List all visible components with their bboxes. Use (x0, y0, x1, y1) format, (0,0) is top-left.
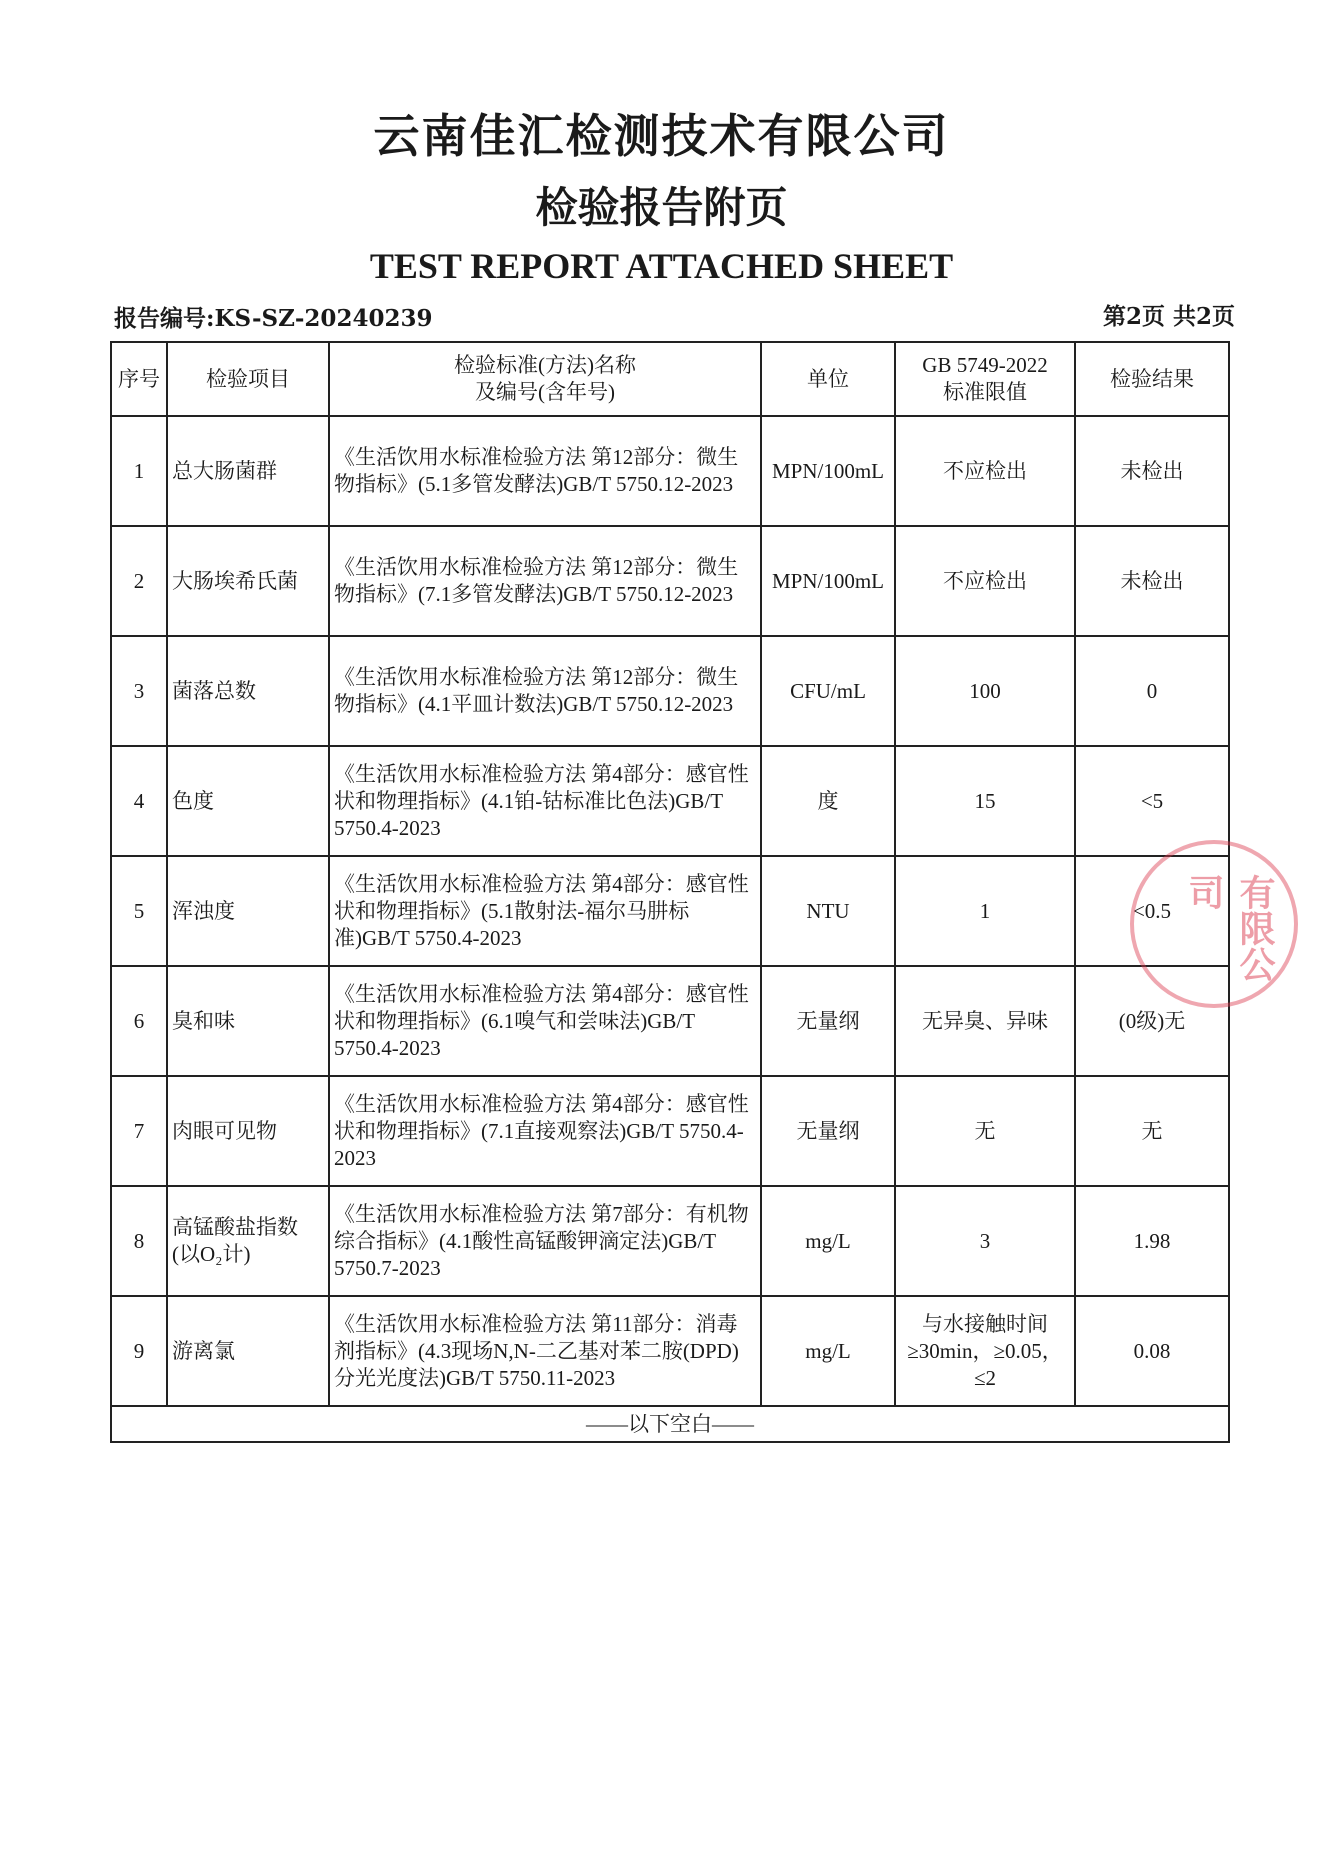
cell-result: 无 (1075, 1076, 1229, 1186)
header-seq: 序号 (111, 342, 167, 416)
blank-below-note: ——以下空白—— (111, 1406, 1229, 1442)
header-standard-line2: 及编号(含年号) (475, 380, 615, 404)
report-number-value: KS-SZ-20240239 (214, 305, 433, 332)
table-footer-row (111, 1406, 1229, 1442)
cell-limit: 无 (895, 1076, 1075, 1186)
cell-unit: MPN/100mL (761, 526, 895, 636)
header-limit (895, 342, 1075, 416)
cell-seq: 6 (111, 966, 167, 1076)
cell-result: <5 (1075, 746, 1229, 856)
cell-item: 总大肠菌群 (167, 416, 329, 526)
table-header-row (111, 342, 1229, 416)
cell-seq: 3 (111, 636, 167, 746)
cell-result: 未检出 (1075, 416, 1229, 526)
cell-unit: NTU (761, 856, 895, 966)
report-subtitle: 检验报告附页 (535, 183, 788, 232)
cell-result: 1.98 (1075, 1186, 1229, 1296)
cell-standard: 《生活饮用水标准检验方法 第12部分：微生物指标》(4.1平皿计数法)GB/T 5750.12-2023 (329, 636, 761, 746)
cell-item: 大肠埃希氏菌 (167, 526, 329, 636)
header-limit-line1: GB 5749-2022 (922, 353, 1048, 377)
cell-result: <0.5 (1075, 856, 1229, 966)
cell-unit: MPN/100mL (761, 416, 895, 526)
cell-item: 高锰酸盐指数(以O₂计) (167, 1186, 329, 1296)
cell-standard: 《生活饮用水标准检验方法 第4部分：感官性状和物理指标》(6.1嗅气和尝味法)GB/T 5750.4-2023 (329, 966, 761, 1076)
cell-item: 菌落总数 (167, 636, 329, 746)
table-row (111, 966, 1229, 1076)
table-row (111, 526, 1229, 636)
results-table (110, 341, 1230, 1443)
cell-limit: 1 (895, 856, 1075, 966)
header-item: 检验项目 (167, 342, 329, 416)
cell-seq: 9 (111, 1296, 167, 1406)
cell-standard: 《生活饮用水标准检验方法 第12部分：微生物指标》(5.1多管发酵法)GB/T 5750.12-2023 (329, 416, 761, 526)
cell-standard: 《生活饮用水标准检验方法 第12部分：微生物指标》(7.1多管发酵法)GB/T 5750.12-2023 (329, 526, 761, 636)
cell-limit: 不应检出 (895, 526, 1075, 636)
cell-unit: 无量纲 (761, 966, 895, 1076)
cell-unit: mg/L (761, 1186, 895, 1296)
cell-result: 未检出 (1075, 526, 1229, 636)
table-row (111, 1296, 1229, 1406)
table-row (111, 636, 1229, 746)
cell-limit: 3 (895, 1186, 1075, 1296)
cell-seq: 1 (111, 416, 167, 526)
cell-standard: 《生活饮用水标准检验方法 第7部分：有机物综合指标》(4.1酸性高锰酸钾滴定法)GB/T 5750.7-2023 (329, 1186, 761, 1296)
cell-item: 肉眼可见物 (167, 1076, 329, 1186)
page-info: 第2页 共2页 (1102, 303, 1235, 330)
cell-item: 臭和味 (167, 966, 329, 1076)
cell-item: 色度 (167, 746, 329, 856)
cell-unit: mg/L (761, 1296, 895, 1406)
cell-unit: 无量纲 (761, 1076, 895, 1186)
table-row (111, 856, 1229, 966)
seal-text: 有限公司 (1183, 874, 1275, 982)
cell-seq: 2 (111, 526, 167, 636)
cell-limit: 100 (895, 636, 1075, 746)
cell-unit: 度 (761, 746, 895, 856)
cell-seq: 4 (111, 746, 167, 856)
cell-limit: 无异臭、异味 (895, 966, 1075, 1076)
header-limit-line2: 标准限值 (943, 380, 1027, 404)
cell-limit: 15 (895, 746, 1075, 856)
cell-unit: CFU/mL (761, 636, 895, 746)
cell-standard: 《生活饮用水标准检验方法 第11部分：消毒剂指标》(4.3现场N,N-二乙基对苯二胺(DPD)分光光度法)GB/T 5750.11-2023 (329, 1296, 761, 1406)
cell-item: 浑浊度 (167, 856, 329, 966)
cell-item: 游离氯 (167, 1296, 329, 1406)
table-row (111, 746, 1229, 856)
company-name: 云南佳汇检测技术有限公司 (373, 109, 950, 163)
header-result: 检验结果 (1075, 342, 1229, 416)
cell-standard: 《生活饮用水标准检验方法 第4部分：感官性状和物理指标》(7.1直接观察法)GB/T 5750.4-2023 (329, 1076, 761, 1186)
cell-seq: 7 (111, 1076, 167, 1186)
cell-result: 0.08 (1075, 1296, 1229, 1406)
report-number-label: 报告编号: (114, 305, 215, 332)
cell-result: (0级)无 (1075, 966, 1229, 1076)
header-standard-line1: 检验标准(方法)名称 (454, 353, 636, 377)
cell-result: 0 (1075, 636, 1229, 746)
cell-seq: 8 (111, 1186, 167, 1296)
cell-limit: 与水接触时间≥30min，≥0.05，≤2 (895, 1296, 1075, 1406)
header-unit: 单位 (761, 342, 895, 416)
header-standard (329, 342, 761, 416)
cell-seq: 5 (111, 856, 167, 966)
cell-standard: 《生活饮用水标准检验方法 第4部分：感官性状和物理指标》(5.1散射法-福尔马肼标准)GB/T 5750.4-2023 (329, 856, 761, 966)
report-number (114, 300, 432, 333)
table-row (111, 1076, 1229, 1186)
cell-standard: 《生活饮用水标准检验方法 第4部分：感官性状和物理指标》(4.1铂-钴标准比色法)GB/T 5750.4-2023 (329, 746, 761, 856)
table-row (111, 416, 1229, 526)
cell-limit: 不应检出 (895, 416, 1075, 526)
table-row (111, 1186, 1229, 1296)
english-title: TEST REPORT ATTACHED SHEET (369, 246, 954, 286)
